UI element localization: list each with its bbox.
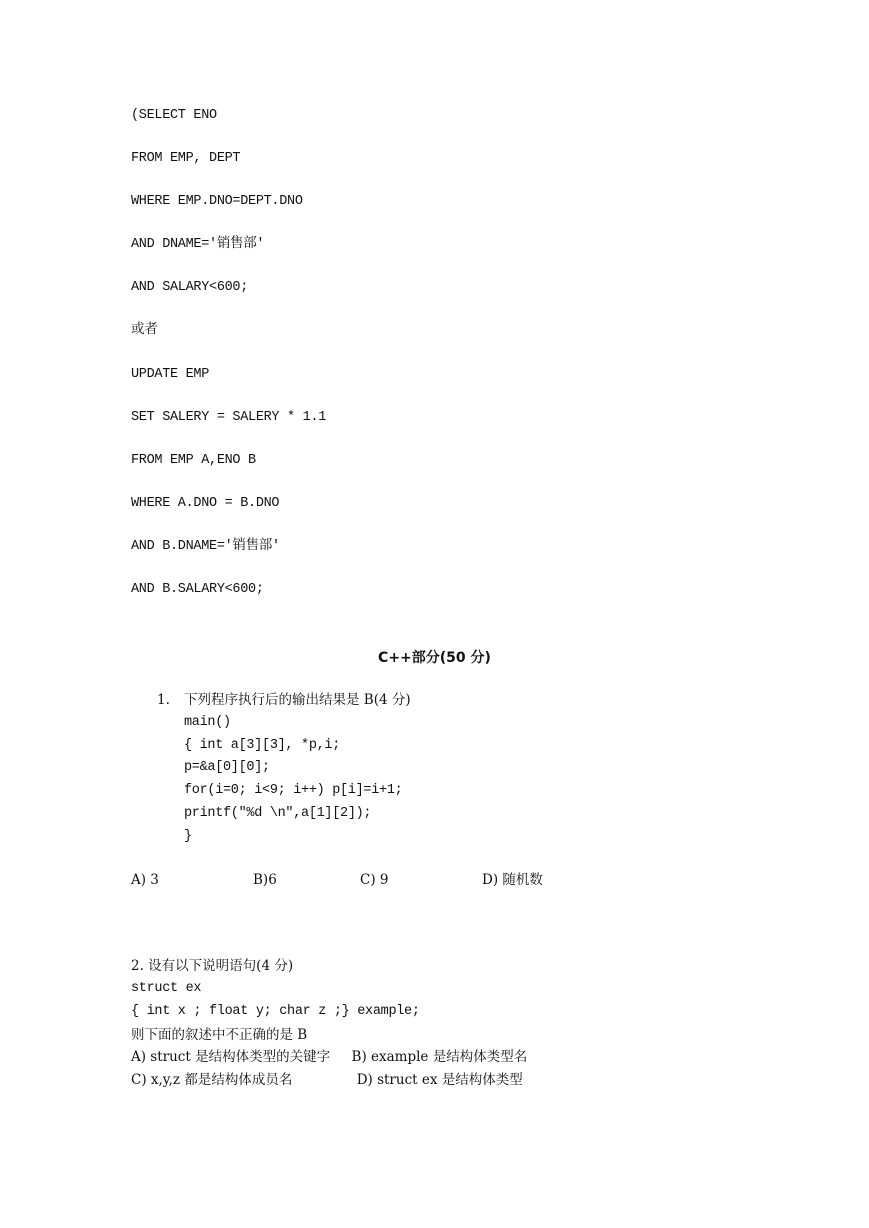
- sql-line: AND B.DNAME='销售部': [131, 539, 280, 554]
- code-line: struct ex: [131, 981, 202, 996]
- sql-line: 或者: [131, 323, 158, 338]
- code-line: main(): [184, 715, 231, 730]
- sql-line: SET SALERY = SALERY * 1.1: [131, 410, 327, 425]
- code-line: { int x ; float y; char z ;} example;: [131, 1004, 420, 1019]
- answer-option-d: D) 随机数: [482, 872, 543, 888]
- sql-line: FROM EMP A,ENO B: [131, 453, 256, 468]
- question-text: 2. 设有以下说明语句(4 分): [131, 958, 294, 974]
- code-line: }: [184, 829, 192, 844]
- question-text: 下列程序执行后的输出结果是 B(4 分): [184, 692, 411, 708]
- answer-options-row: A) struct 是结构体类型的关键字 B) example 是结构体类型名: [131, 1049, 528, 1065]
- sql-line: AND B.SALARY<600;: [131, 582, 264, 597]
- sql-line: AND DNAME='销售部': [131, 237, 265, 252]
- code-line: { int a[3][3], *p,i;: [184, 738, 341, 753]
- code-line: p=&a[0][0];: [184, 760, 270, 775]
- code-line: printf("%d \n",a[1][2]);: [184, 806, 372, 821]
- sql-line: AND SALARY<600;: [131, 280, 249, 295]
- answer-option-c: C) 9: [360, 872, 389, 888]
- question-number: 1.: [157, 692, 170, 708]
- sql-line: UPDATE EMP: [131, 367, 210, 382]
- answer-options-row: C) x,y,z 都是结构体成员名 D) struct ex 是结构体类型: [131, 1072, 523, 1088]
- code-line: for(i=0; i<9; i++) p[i]=i+1;: [184, 783, 403, 798]
- sql-line: WHERE A.DNO = B.DNO: [131, 496, 280, 511]
- question-prompt: 则下面的叙述中不正确的是 B: [131, 1027, 308, 1043]
- answer-option-b: B)6: [253, 872, 277, 888]
- sql-line: WHERE EMP.DNO=DEPT.DNO: [131, 194, 303, 209]
- section-title: C++部分(50 分): [378, 650, 491, 666]
- answer-option-a: A) 3: [131, 872, 159, 888]
- sql-line: (SELECT ENO: [131, 108, 217, 123]
- sql-line: FROM EMP, DEPT: [131, 151, 241, 166]
